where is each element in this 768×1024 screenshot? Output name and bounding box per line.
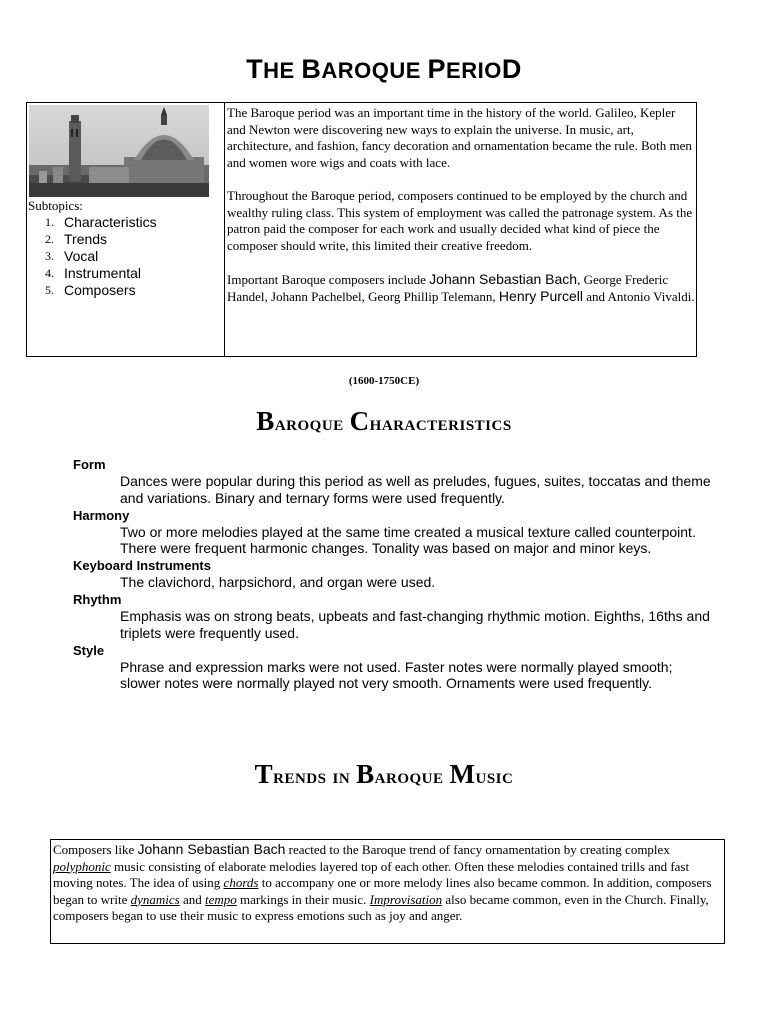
polyphonic-term: polyphonic	[53, 858, 111, 874]
subtopic-item: 3. Vocal	[45, 248, 99, 264]
term-rhythm: Rhythm	[73, 591, 122, 607]
period-dates: (1600-1750CE)	[348, 375, 420, 387]
definition-keyboard-instruments: The clavichord, harpsichord, and organ were used.	[120, 574, 436, 591]
dynamics-term: dynamics	[130, 891, 180, 907]
term-style: Style	[73, 642, 105, 658]
definition-harmony: Two or more melodies played at the same time created a musical texture called counterpoint. There were frequent harmonic changes. Tonality was based on major and minor keys.	[120, 523, 696, 557]
definition-form: Dances were popular during this period as well as preludes, fugues, suites, toccatas and theme and variations. Binary and ternary forms were used frequently.	[120, 473, 711, 506]
intro-text-cell	[225, 103, 696, 356]
term-harmony: Harmony	[73, 507, 130, 523]
intro-paragraph: The Baroque period was an important time in the history of the world. Galileo, Kepler and Newton were discovering new ways to explain the universe. In music, art, architecture, and fashion, fancy decoration and ornamentation became the rule. Both men and women wore wigs and coats with lace.	[227, 105, 692, 171]
term-keyboard-instruments: Keyboard Instruments	[73, 558, 211, 574]
subtopics-label: Subtopics:	[28, 198, 83, 213]
improvisation-term: Improvisation	[369, 891, 443, 907]
definition-style: Phrase and expression marks were not used. Faster notes were normally played smooth; slower notes were normally played not very smooth. Ornaments were used frequently.	[120, 658, 673, 692]
chords-term: chords	[223, 875, 259, 890]
trends-heading: Trends in Baroque Music	[254, 759, 514, 789]
cathedral-photo	[29, 105, 209, 197]
characteristics-list	[73, 456, 713, 692]
subtopic-item: 1. Characteristics	[45, 214, 157, 230]
trends-box: Composers like Johann Sebastian Bach reacted to the Baroque trend of fancy ornamentation by creating complex polyphonic music consisting of elaborate melodies layered top of each other. Often these melodies contained trills and fast moving notes. The idea of using chords to accompany one or more melody lines also became common. In addition, composers began to write dynamics and tempo markings in their music. Improvisation also became common, even in the Church. Finally, composers began to use their music to express emotions such as joy and anger.	[50, 839, 725, 944]
subtopic-item: 2. Trends	[45, 231, 108, 247]
subtopic-item: 5. Composers	[45, 282, 136, 298]
composers-paragraph: Important Baroque composers include Johann Sebastian Bach, George Frederic Handel, Johann Pachelbel, Georg Phillip Telemann, Henry Purcell and Antonio Vivaldi.	[227, 270, 695, 305]
intro-table	[26, 102, 697, 357]
definition-rhythm: Emphasis was on strong beats, upbeats and fast-changing rhythmic motion. Eighths, 16ths and triplets were frequently used.	[120, 607, 710, 641]
term-form: Form	[73, 457, 106, 472]
subtopics-list	[27, 214, 157, 299]
tempo-term: tempo	[205, 891, 237, 907]
intro-left-cell	[27, 103, 225, 356]
characteristics-heading: Baroque Characteristics	[256, 406, 512, 436]
patronage-paragraph: Throughout the Baroque period, composers continued to be employed by the church and wealthy ruling class. This system of employment was called the patronage system. As the patron paid the composer for each work and usually decided what kind of piece the composer should write, this limited their creative freedom.	[227, 187, 693, 253]
subtopic-item: 4. Instrumental	[45, 265, 142, 281]
page-title: THE BAROQUE PERIOD	[246, 54, 522, 84]
